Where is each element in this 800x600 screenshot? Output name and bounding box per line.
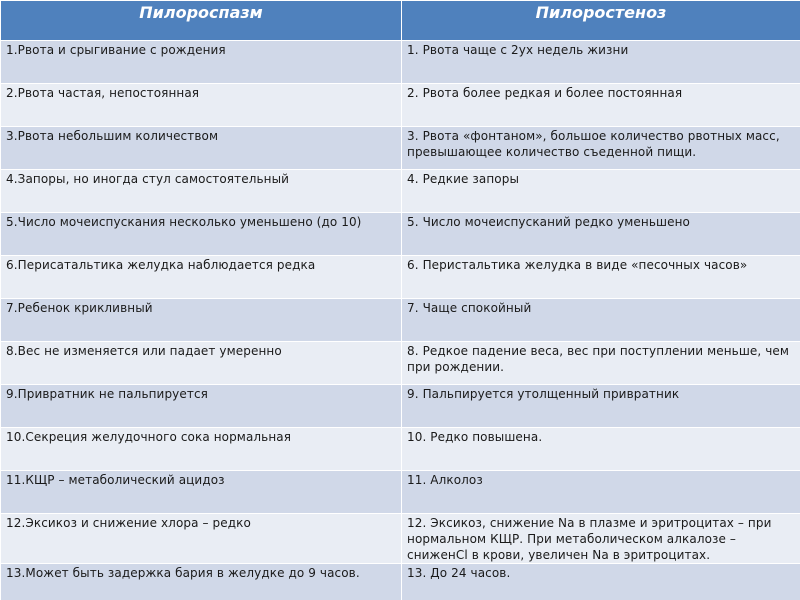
column-header-pylorostenosis: Пилоростеноз (402, 1, 800, 41)
pylorospasm-cell: 3.Рвота небольшим количеством (1, 127, 402, 170)
pylorostenosis-cell: 6. Перистальтика желудка в виде «песочных часов» (402, 256, 800, 299)
pylorostenosis-cell: 13. До 24 часов. (402, 564, 800, 600)
table-row (1, 385, 800, 428)
column-header-pylorospasm: Пилороспазм (1, 1, 402, 41)
pylorospasm-cell: 8.Вес не изменяется или падает умеренно (1, 342, 402, 385)
pylorospasm-cell: 11.КЩР – метаболический ацидоз (1, 471, 402, 514)
table-row (1, 256, 800, 299)
pylorospasm-cell: 4.Запоры, но иногда стул самостоятельный (1, 170, 402, 213)
pylorospasm-cell: 6.Перисатальтика желудка наблюдается редка (1, 256, 402, 299)
table-row (1, 41, 800, 84)
pylorospasm-cell: 5.Число мочеиспускания несколько уменьшено (до 10) (1, 213, 402, 256)
pylorostenosis-cell: 1. Рвота чаще с 2ух недель жизни (402, 41, 800, 84)
table-row (1, 564, 800, 600)
pylorostenosis-cell: 2. Рвота более редкая и более постоянная (402, 84, 800, 127)
table-row (1, 127, 800, 170)
pylorospasm-cell: 2.Рвота частая, непостоянная (1, 84, 402, 127)
table-row (1, 428, 800, 471)
table-row (1, 514, 800, 564)
pylorospasm-cell: 10.Секреция желудочного сока нормальная (1, 428, 402, 471)
pylorostenosis-cell: 7. Чаще спокойный (402, 299, 800, 342)
pylorospasm-cell: 1.Рвота и срыгивание с рождения (1, 41, 402, 84)
header-row (1, 1, 800, 41)
pylorostenosis-cell: 9. Пальпируется утолщенный привратник (402, 385, 800, 428)
table-row (1, 342, 800, 385)
table-row (1, 213, 800, 256)
table-row (1, 170, 800, 213)
pylorospasm-cell: 13.Может быть задержка бария в желудке до 9 часов. (1, 564, 402, 600)
table-row (1, 299, 800, 342)
pylorostenosis-cell: 10. Редко повышена. (402, 428, 800, 471)
pylorostenosis-cell: 3. Рвота «фонтаном», большое количество рвотных масс, превышающее количество съеденной пищи. (402, 127, 800, 170)
pylorostenosis-cell: 5. Число мочеиспусканий редко уменьшено (402, 213, 800, 256)
pylorostenosis-cell: 12. Эксикоз, снижение Na в плазме и эритроцитах – при нормальном КЩР. При метаболическом алкалозе – сниженCl в крови, увеличен Na в эритроцитах. (402, 514, 800, 564)
pylorostenosis-cell: 8. Редкое падение веса, вес при поступлении меньше, чем при рождении. (402, 342, 800, 385)
pylorospasm-cell: 7.Ребенок крикливный (1, 299, 402, 342)
table-row (1, 84, 800, 127)
pylorospasm-cell: 9.Привратник не пальпируется (1, 385, 402, 428)
table-row (1, 471, 800, 514)
pylorospasm-cell: 12.Эксикоз и снижение хлора – редко (1, 514, 402, 564)
pylorostenosis-cell: 11. Алколоз (402, 471, 800, 514)
pylorostenosis-cell: 4. Редкие запоры (402, 170, 800, 213)
